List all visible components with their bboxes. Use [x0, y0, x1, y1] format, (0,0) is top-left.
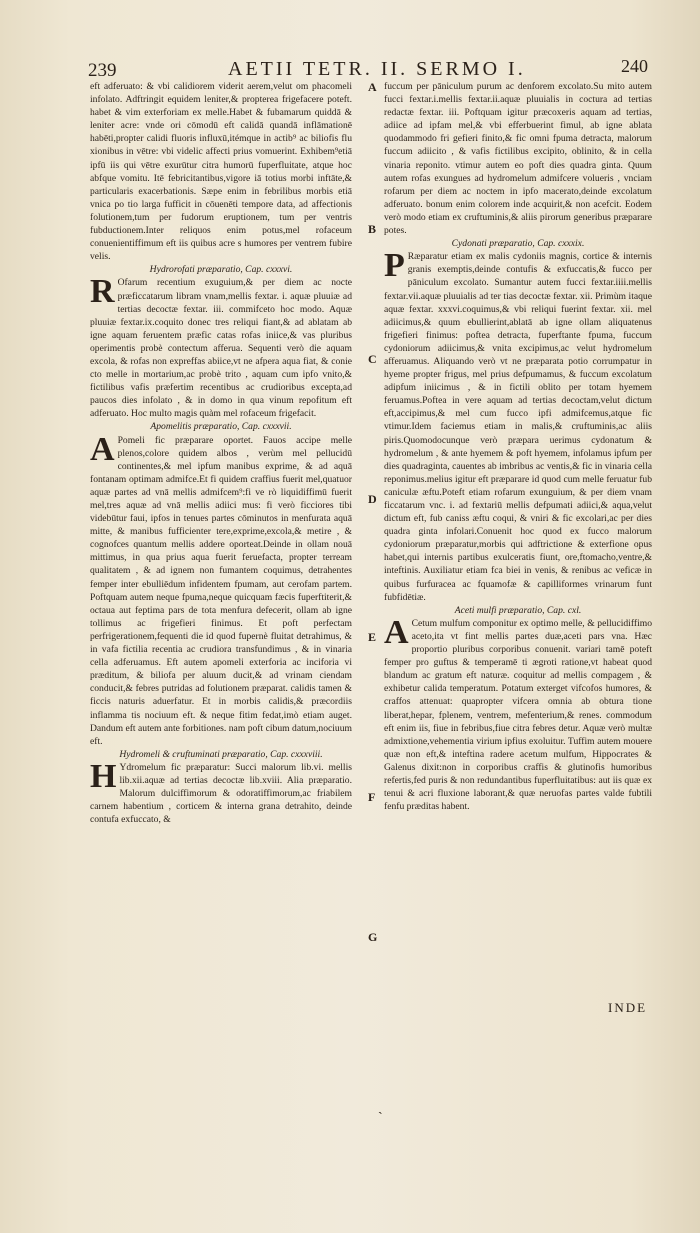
right-paragraph-2 [384, 247, 652, 604]
chapter-title-136: Hydrorofati præparatio, Cap. cxxxvi. [149, 264, 293, 276]
page-number-right: 240 [621, 56, 648, 76]
margin-letter-f: F [368, 790, 376, 804]
margin-letter-b: B [368, 222, 377, 236]
left-paragraph-2-text: Ofarum recentium exuguium,& per diem ac nocte præficcatarum libram vnam,mellis fextar. i. aquæ pluuiæ ad tertias decoctæ fextar. iii. commifceto hoc modo. Aquæ pluuiæ fextar.ix.coquito donec tres reliqui fiant,& ad ablatam ab igne aquam feruentem præfic catas rofas iniice,& vas pluribus operimentis probè contectum afferua. Sequenti verò die aquam excola, & rofas non expreffas abiice,vt ne afpera aqua fiat, & conie cto melle in mortarium,ac probè trito , aquam cum ipfo vnito,& fictilibus vafis præfertim recentibus ac crudioribus excepta,ad paucos dies infolato , & in domo in qua vinum repofitum eft adferuato. Hoc multo magis quàm mel rofaceum frigefacit. [90, 277, 352, 420]
chapter-title-139: Cydonati præparatio, Cap. cxxxix. [451, 238, 585, 250]
left-paragraph-2 [90, 273, 352, 420]
right-paragraph-1: fuccum per pāniculum purum ac denforem excolato.Su mito autem fucci fextar.i.mellis fextar.ii.aquæ pluuialis in coctura ad tertias redactæ fextar. iii. Poftquam igitur præcoxeris aquam ad tertias, adiice ad ipfam mel,& vbi efferbuerint fimul, ab igne ablata quodammodo fri gefieri finito,& fic omni fpuma detracta, malorum fuccum adiicito , & vafis fictilibus excipito, oblinito, & in cella vinaria reponito. vtimur autem eo poft dies quadra ginta. Quum autem rofas exungues ad hydromelum admifcere volueris , vnciam rofarum per diem ac noctem in ipfo macerato,deinde excolatum adferuato. bonum enim colorem inde acquirit,& non acefcit. Eodem verò modo etiam ex cruftuminis,& aliis pirorum generibus præparare potes. [384, 81, 652, 237]
page-header [88, 56, 648, 82]
right-paragraph-2-text: Ræparatur etiam ex malis cydoniis magnis, cortice & internis granis exemptis,deinde contufis & exfuccatis,& fucco per pāniculum excolato. Sumantur autem fucci fextar.iiii.mellis fextar.vii.aquæ pluuialis ad ter tias decoctæ fextar. xii. Primùm itaque aquæ fextar. xxxvi.coquimus,& vbi reliqui fuerint fextar. xii. mel adiicimus,& quum ebullierint,ablatā ab igne ollam aliquatenus frigefieri finimus: poftea detracta, fuperftante fpuma, fuccum cydoniorum adiicimus,& vnita excipimus,ac velut hydromelum afferuamus. Aliquando verò vt ne præparata potio corrumpatur in hyeme propter frigus, mel prius defpumamus, & fuccum excolatum adipfum iniicimus , & in fictili oblito per totam hyemem feruamus.Poftea in vere aquam ad tertias decoctam,velut dictum eft,accipimus,& mel cum fucco ipfi admifcemus,atque fic vtimur.Idem faciemus etiam in malis,& cruftuminis,ac aliis piris.Quomodocunque verò præpara uerimus cydonatum & hydromelum , & ante hyemem & poft hyemem, infolamus ipfum per dies quadraginta, cauentes ab imbribus ac ventis,& fic in vinaria cella reponimus.melius igitur eft præparare id quod cum melle feruatur fub caniculæ æftu.Poteft etiam rofarum exunguium, & per diem vnam ficcatarum vnc. i. ad fextariū mellis defpumati adiici,& aqua,velut dictum eft, fub caniss æftu coqui, & vniri & fic excolari,ac per dies quadra ginta infolari.Conuenit hoc quod ex fucco malorum cydoniorum præparatur,morbis qui adftrictione & exterfione opus habet,qui internis partibus exulceratis fiunt, ore,ftomacho,ventre,& inteftinis. Auxiliatur etiam fca biei in venis, & renibus ac veficæ in quibus furfuracea ac fquamofæ & capilliformes vrinarum funt fubfidētiæ. [384, 251, 652, 603]
margin-letter-c: C [368, 352, 377, 366]
drop-cap-h: H [90, 757, 117, 795]
margin-letter-d: D [368, 492, 377, 506]
right-column [384, 80, 652, 813]
drop-cap-a: A [90, 430, 115, 468]
chapter-title-140: Aceti mulfi præparatio, Cap. cxl. [454, 604, 582, 616]
drop-cap-a-2: A [384, 613, 409, 651]
page-number-left: 239 [88, 60, 117, 81]
margin-letter-g: G [368, 930, 378, 944]
left-paragraph-3-text: Pomeli fic præparare oportet. Fauos accipe melle plenos,colore quidem albos , verùm mel pellucidū continentes,& mel ipfum manibus exprime, & ad aquā fontanam optimam admifce.Et fi quidem craffius fuerit mel,quatuor aquæ partes ad vnā mellis admifcem⁹:fi ve rò liquidiffimū fuerit mel,tres aquæ ad vnā mellis adiici mus: fi verò ficciores tibi videbūtur faui, ipfos in tenues partes cōminutos in menfurata aquā mitte, & manibus fufficienter tere,exprime,excola,& metire , & cognofces quantum mellis addere oporteat.Deinde in ollam nouā mittimus, in qua prius aqua fuerit feruefacta, propter terream qualitatem , & ad ignem non fumantem coquimus, detrahentes femper inter ebulliēdum infidentem fpumam, aut cerofam partem. Poftquam autem neque fpuma,neque quicquam fæcis fuperftiterit,& octaua aut feptima pars de tota menfura defecerit, ollam ab igne tollimus ac frigefieri finimus. Et poft perfectam perfrigerationem,fequenti die id quod fupernè fluitat detrahimus, & in vafa fictilia recentia ac crudiora transfundimus , & in vinaria cella adferuamus. Eft autem apomeli exterforia ac inciforia vi præditum, & biliofa per aluum ducit,& ad vrinam ciendam conducit,& febres putridas ad folutionem præparat. calidis tamen & ficcis naturis aduerfatur. Et in morbis calidis,& præcordiis inflamma tis nociuum eft. & neque fitim fedat,imò etiam auget. Dandum eft autem ante forbitiones. nam poft cibum datum,nociuum eft. [90, 434, 352, 747]
margin-letter-a: A [368, 80, 377, 94]
left-paragraph-4 [90, 757, 352, 826]
chapter-title-138: Hydromeli & cruftuminati præparatio, Cap. cxxxviii. [119, 748, 323, 760]
paper-mark: ˏ [378, 1100, 383, 1115]
running-head: AETII TETR. II. SERMO I. [228, 58, 526, 80]
right-paragraph-3 [384, 613, 652, 813]
margin-letter-e: E [368, 630, 377, 644]
drop-cap-p: P [384, 247, 405, 285]
catchword: INDE [608, 1000, 648, 1015]
left-paragraph-1: eft adferuato: & vbi calidiorem viderit aerem,velut om phacomeli infolato. Adftringit equidem leniter,& propterea frigefacere poteft. habet & vim exterforiam ex melle.Habet & fubamarum quiddā & leniter acre: vnde ori cōmodū eft calidā quandā inflāmationē habēti,propter calidi fluoris influxū,itémque in actib⁹ ac biliofis flu xionibus in vētre: vbi videlic affecti prius vomuerint. Exhibem⁹etiā ipfū iis qui vētre exurūtur citra humorū fuperfluitate, atque hoc abfque vomitu. Itē febricitantibus,vigore iā totius morbi inftāte,& particularis exacerbationis. Sæpe enim in febrilibus morbis etiā vnica po tio larga fufficit in cōuenēti tempore data, ad affectionis folutionem,tum per fudorum eruptionem, tum per ventris fubductionem.Inter reliquos enim potus,mel rofaceum conuenientiffimum eft iis quibus acre s humores per ventrem fubire velis. [90, 81, 352, 263]
left-paragraph-4-text: Ydromelum fic præparatur: Succi malorum lib.vi. mellis lib.xii.aquæ ad tertias decoctæ lib.xviii. Alia præparatio. Malorum dulciffimorum & odoratiffimorum,ac friabilem carnem habentium , corticem & interna grana detrahito, deinde contufa exfuccato, & [90, 761, 352, 826]
left-column [90, 80, 352, 826]
chapter-title-137: Apomelitis præparatio, Cap. cxxxvii. [150, 421, 292, 433]
left-paragraph-3 [90, 430, 352, 748]
drop-cap-r: R [90, 273, 115, 311]
right-paragraph-3-text: Cetum mulfum componitur ex optimo melle, & pellucidiffimo aceto,ita vt fint mellis partes duæ,aceti pars vna. Hæc proportio pluribus corporibus conuenit. variari tamē poteft femper pro guftus & temperamē ti ægroti ratione,vt habeat quod blandum ac gratum eft naturæ. coquitur ad mellis compagem , & exhibetur calida temperatum. Potatum exterget vifcofos humores, & craffos attenuat: quapropter vifcera omnia ab obtura tione liberat,hepar, fplenem, ventrem, mefenterium,& renes. commodum eft enim iis, fiue in febribus,fiue citra febres detur. Aquæ verò multæ admixtione,vehementia virium ipfius exoluitur. Tuffim autem mouere quæ non eft,& inteftina radere acetum mulfum, Hippocrates & Galenus dixit:non in corporibus craffis & glutinofis humoribus refertis,fed puris & non redundantibus fuperfluitatibus: aut iis quæ ex tenui & acri fluxione laborant,& quæ neruofas partes valde fubtili fenfu præditas habent. [384, 617, 652, 813]
